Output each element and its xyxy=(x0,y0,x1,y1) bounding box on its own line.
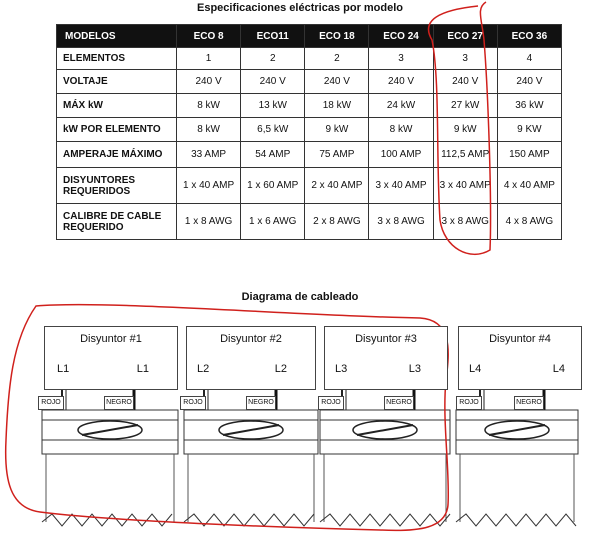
tag-negro: NEGRO xyxy=(246,396,276,410)
table-cell: 33 AMP xyxy=(177,142,241,168)
table-cell: 2 x 8 AWG xyxy=(305,204,369,240)
table-cell: 9 kW xyxy=(305,118,369,142)
header-cell: ECO 36 xyxy=(497,25,561,48)
line-label-right: L1 xyxy=(136,363,149,375)
table-cell: 75 AMP xyxy=(305,142,369,168)
table-cell: 4 x 40 AMP xyxy=(497,168,561,204)
line-label-left: L4 xyxy=(469,363,482,375)
row-label: MÁX kW xyxy=(57,94,177,118)
row-label: kW POR ELEMENTO xyxy=(57,118,177,142)
table-cell: 100 AMP xyxy=(369,142,433,168)
table-cell: 8 kW xyxy=(177,118,241,142)
row-label: CALIBRE DE CABLE REQUERIDO xyxy=(57,204,177,240)
table-cell: 3 x 40 AMP xyxy=(369,168,433,204)
break-line xyxy=(320,514,450,526)
table-cell: 3 x 8 AWG xyxy=(369,204,433,240)
table-cell: 240 V xyxy=(241,70,305,94)
break-line xyxy=(456,514,576,526)
table-cell: 3 x 40 AMP xyxy=(433,168,497,204)
row-label: AMPERAJE MÁXIMO xyxy=(57,142,177,168)
table-cell: 240 V xyxy=(369,70,433,94)
header-cell: ECO11 xyxy=(241,25,305,48)
breaker-name: Disyuntor #3 xyxy=(355,333,417,345)
tag-negro: NEGRO xyxy=(104,396,134,410)
break-line xyxy=(42,514,172,526)
table-cell: 24 kW xyxy=(369,94,433,118)
table-cell: 3 xyxy=(433,48,497,70)
table-cell: 13 kW xyxy=(241,94,305,118)
line-label-left: L1 xyxy=(57,363,70,375)
table-cell: 36 kW xyxy=(497,94,561,118)
table-cell: 4 xyxy=(497,48,561,70)
table-cell: 2 xyxy=(241,48,305,70)
breaker-3 xyxy=(324,326,448,390)
tag-rojo: ROJO xyxy=(456,396,482,410)
table-cell: 54 AMP xyxy=(241,142,305,168)
breaker-name: Disyuntor #4 xyxy=(489,333,551,345)
table-cell: 2 xyxy=(305,48,369,70)
header-cell: ECO 8 xyxy=(177,25,241,48)
line-label-right: L3 xyxy=(408,363,421,375)
header-cell: MODELOS xyxy=(57,25,177,48)
table-cell: 1 x 6 AWG xyxy=(241,204,305,240)
tag-negro: NEGRO xyxy=(514,396,544,410)
breaker-name: Disyuntor #1 xyxy=(80,333,142,345)
line-label-right: L2 xyxy=(274,363,287,375)
table-cell: 1 x 40 AMP xyxy=(177,168,241,204)
annotation-ellipse-table xyxy=(429,2,491,254)
table-cell: 2 x 40 AMP xyxy=(305,168,369,204)
breaker-name: Disyuntor #2 xyxy=(220,333,282,345)
table-cell: 8 kW xyxy=(177,94,241,118)
line-label-left: L3 xyxy=(335,363,348,375)
diagram-title: Diagrama de cableado xyxy=(241,291,359,303)
tag-rojo: ROJO xyxy=(38,396,64,410)
table-cell: 8 kW xyxy=(369,118,433,142)
breaker-4 xyxy=(458,326,582,390)
table-cell: 6,5 kW xyxy=(241,118,305,142)
table-cell: 18 kW xyxy=(305,94,369,118)
table-cell: 240 V xyxy=(177,70,241,94)
line-label-right: L4 xyxy=(552,363,565,375)
table-cell: 240 V xyxy=(305,70,369,94)
row-label: ELEMENTOS xyxy=(57,48,177,70)
table-cell: 112,5 AMP xyxy=(433,142,497,168)
breaker-2 xyxy=(186,326,316,390)
table-cell: 9 kW xyxy=(433,118,497,142)
table-cell: 3 x 8 AWG xyxy=(433,204,497,240)
table-cell: 1 xyxy=(177,48,241,70)
tag-rojo: ROJO xyxy=(180,396,206,410)
header-cell: ECO 24 xyxy=(369,25,433,48)
table-cell: 150 AMP xyxy=(497,142,561,168)
table-title: Especificaciones eléctricas por modelo xyxy=(196,2,404,14)
header-cell: ECO 27 xyxy=(433,25,497,48)
tag-rojo: ROJO xyxy=(318,396,344,410)
table-cell: 27 kW xyxy=(433,94,497,118)
table-cell: 240 V xyxy=(433,70,497,94)
table-cell: 240 V xyxy=(497,70,561,94)
table-cell: 4 x 8 AWG xyxy=(497,204,561,240)
breaker-1 xyxy=(44,326,178,390)
table-cell: 3 xyxy=(369,48,433,70)
table-cell: 1 x 60 AMP xyxy=(241,168,305,204)
row-label: VOLTAJE xyxy=(57,70,177,94)
header-cell: ECO 18 xyxy=(305,25,369,48)
tag-negro: NEGRO xyxy=(384,396,414,410)
line-label-left: L2 xyxy=(197,363,210,375)
table-cell: 9 KW xyxy=(497,118,561,142)
table-cell: 1 x 8 AWG xyxy=(177,204,241,240)
row-label: DISYUNTORES REQUERIDOS xyxy=(57,168,177,204)
